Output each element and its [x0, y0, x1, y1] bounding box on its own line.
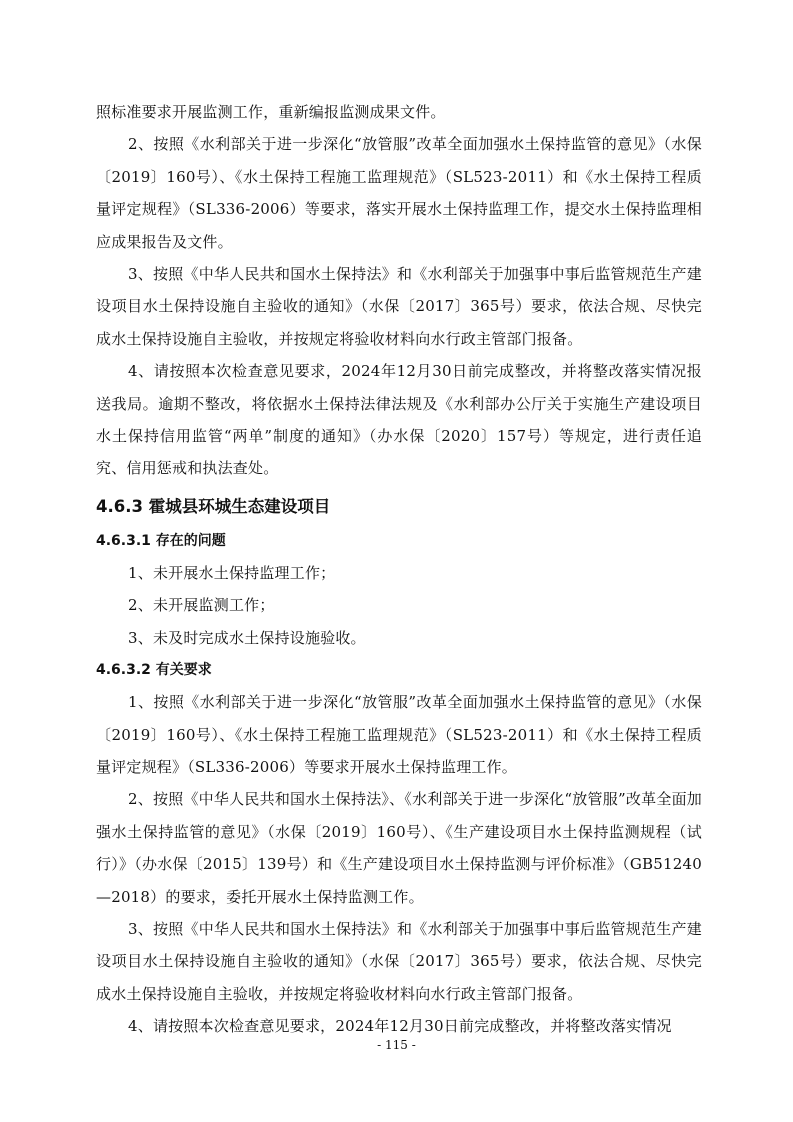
- paragraph-item-2: 2、按照《水利部关于进一步深化“放管服”改革全面加强水土保持监管的意见》（水保〔2019〕160号）、《水土保持工程施工监理规范》（SL523-2011）和《水土保持工程质量评定规程》（SL336-2006）等要求，落实开展水土保持监理工作，提交水土保持监理相应成果报告及文件。: [96, 135, 702, 251]
- subsection-heading-requirements: 4.6.3.2 有关要求: [96, 662, 212, 679]
- requirement-item: 1、按照《水利部关于进一步深化“放管服”改革全面加强水土保持监管的意见》（水保〔2019〕160号）、《水土保持工程施工监理规范》（SL523-2011）和《水土保持工程质量评定规程》（SL336-2006）等要求开展水土保持监理工作。: [96, 693, 702, 776]
- paragraph-item-4: 4、请按照本次检查意见要求，2024年12月30日前完成整改，并将整改落实情况报送我局。逾期不整改，将依据水土保持法律法规及《水利部办公厅关于实施生产建设项目水土保持信用监管“两单”制度的通知》（办水保〔2020〕157号）等规定，进行责任追究、信用惩戒和执法查处。: [96, 362, 702, 478]
- page-content: [96, 96, 702, 1043]
- problem-item: 1、未开展水土保持监理工作；: [128, 563, 336, 582]
- requirement-item: 2、按照《中华人民共和国水土保持法》、《水利部关于进一步深化“放管服”改革全面加强水土保持监管的意见》（水保〔2019〕160号）、《生产建设项目水土保持监测规程（试行）》（办水保〔2015〕139号）和《生产建设项目水土保持监测与评价标准》（GB51240—2018）的要求，委托开展水土保持监测工作。: [96, 790, 702, 906]
- problem-item: 3、未及时完成水土保持设施验收。: [128, 628, 366, 647]
- paragraph-continued: 照标准要求开展监测工作，重新编报监测成果文件。: [96, 103, 446, 121]
- requirement-item: 3、按照《中华人民共和国水土保持法》和《水利部关于加强事中事后监管规范生产建设项目水土保持设施自主验收的通知》（水保〔2017〕365号）要求，依法合规、尽快完成水土保持设施自主验收，并按规定将验收材料向水行政主管部门报备。: [96, 919, 702, 1003]
- requirement-item: 4、请按照本次检查意见要求，2024年12月30日前完成整改，并将整改落实情况: [128, 1017, 672, 1036]
- problem-item: 2、未开展监测工作；: [128, 596, 275, 615]
- paragraph-item-3: 3、按照《中华人民共和国水土保持法》和《水利部关于加强事中事后监管规范生产建设项目水土保持设施自主验收的通知》（水保〔2017〕365号）要求，依法合规、尽快完成水土保持设施自主验收，并按规定将验收材料向水行政主管部门报备。: [96, 265, 702, 348]
- subsection-heading-problems: 4.6.3.1 存在的问题: [96, 532, 226, 549]
- section-heading: 4.6.3 霍城县环城生态建设项目: [96, 496, 331, 516]
- page-number: - 115 -: [377, 1038, 416, 1052]
